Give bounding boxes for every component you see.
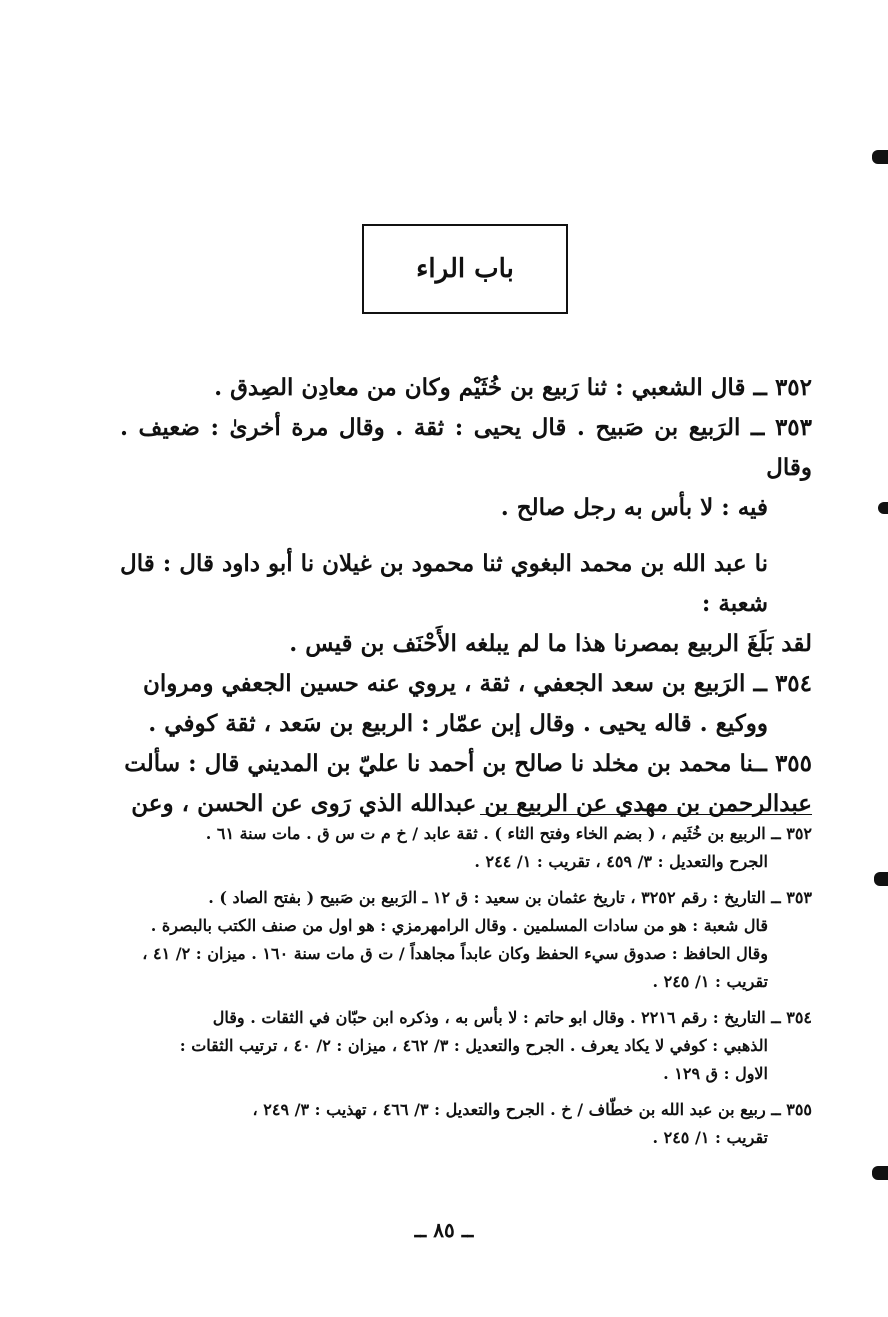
footnote-353-line4: تقريب : ١/ ٢٤٥ . [652, 972, 768, 991]
entry-355-line2: عبدالرحمن بن مهدي عن الربيع بن عبدالله الذي رَوى عن الحسن ، وعن [131, 790, 812, 817]
footnote-352-line2: الجرح والتعديل : ٣/ ٤٥٩ ، تقريب : ١/ ٢٤٤ . [474, 852, 768, 871]
footnote-353-line3: وقال الحافظ : صدوق سيء الحفظ وكان عابداً مجاهداً / ت ق مات سنة ١٦٠ . ميزان : ٢/ ٤١ ، [142, 944, 768, 963]
footnote-354-line3: الاول : ق ١٢٩ . [663, 1064, 768, 1083]
isnad-line2: لقد بَلَغَ الربيع بمصرنا هذا ما لم يبلغه الأَحْنَف بن قيس . [289, 630, 812, 657]
entry-355-line1: ٣٥٥ ــنا محمد بن مخلد نا صالح بن أحمد نا عليّ بن المديني قال : سألت [124, 750, 812, 777]
isnad-line1: نا عبد الله بن محمد البغوي ثنا محمود بن غيلان نا أبو داود قال : قال شعبة : [120, 550, 768, 617]
footnote-355-line2: تقريب : ١/ ٢٤٥ . [652, 1128, 768, 1147]
footnote-353-line1: ٣٥٣ ــ التاريخ : رقم ٣٢٥٢ ، تاريخ عثمان بن سعيد : ق ١٢ ـ الرَبيع بن صَبيح ( بفتح الصاد ) . [208, 888, 812, 907]
footnote-354-line1: ٣٥٤ ــ التاريخ : رقم ٢٢١٦ . وقال ابو حاتم : لا بأس به ، وذكره ابن حبّان في الثقات . وقال [212, 1008, 812, 1027]
entry-353-line2: فيه : لا بأس به رجل صالح . [500, 494, 768, 521]
entry-354-line2: ووكيع . قاله يحيى . وقال إبن عمّار : الربيع بن سَعد ، ثقة كوفي . [148, 710, 768, 737]
footnote-354-line2: الذهبي : كوفي لا يكاد يعرف . الجرح والتعديل : ٣/ ٤٦٢ ، ميزان : ٢/ ٤٠ ، ترتيب الثقات : [179, 1036, 768, 1055]
scan-edge-mark [872, 150, 888, 164]
entry-354-line1: ٣٥٤ ــ الرَبيع بن سعد الجعفي ، ثقة ، يروي عنه حسين الجعفي ومروان [142, 670, 812, 697]
footnote-separator [480, 814, 812, 815]
footnote-355-line1: ٣٥٥ ــ ربيع بن عبد الله بن خطّاف / خ . الجرح والتعديل : ٣/ ٤٦٦ ، تهذيب : ٣/ ٢٤٩ ، [252, 1100, 812, 1119]
footnotes [120, 820, 812, 1152]
footnote-353-line2: قال شعبة : هو من سادات المسلمين . وقال الرامهرمزي : هو اول من صنف الكتب بالبصرة . [150, 916, 768, 935]
chapter-heading: باب الراء [416, 254, 514, 284]
scan-edge-mark [872, 1166, 888, 1180]
entry-352: ٣٥٢ ــ قال الشعبي : ثنا رَبيع بن خُثَيْم وكان من معادِن الصِدق . [214, 374, 812, 401]
main-text [120, 368, 812, 824]
scan-edge-mark [878, 502, 888, 514]
entry-353-line1: ٣٥٣ ــ الرَبيع بن صَبيح . قال يحيى : ثقة . وقال مرة أخرىٰ : ضعيف . وقال [120, 414, 812, 481]
footnote-352-line1: ٣٥٢ ــ الربيع بن خُثَيم ، ( بضم الخاء وفتح الثاء ) . ثقة عابد / خ م ت س ق . مات سنة ٦١ . [205, 824, 812, 843]
page-number: ــ ٨٥ ــ [414, 1218, 474, 1242]
chapter-heading-box [362, 224, 568, 314]
scan-edge-mark [874, 872, 888, 886]
